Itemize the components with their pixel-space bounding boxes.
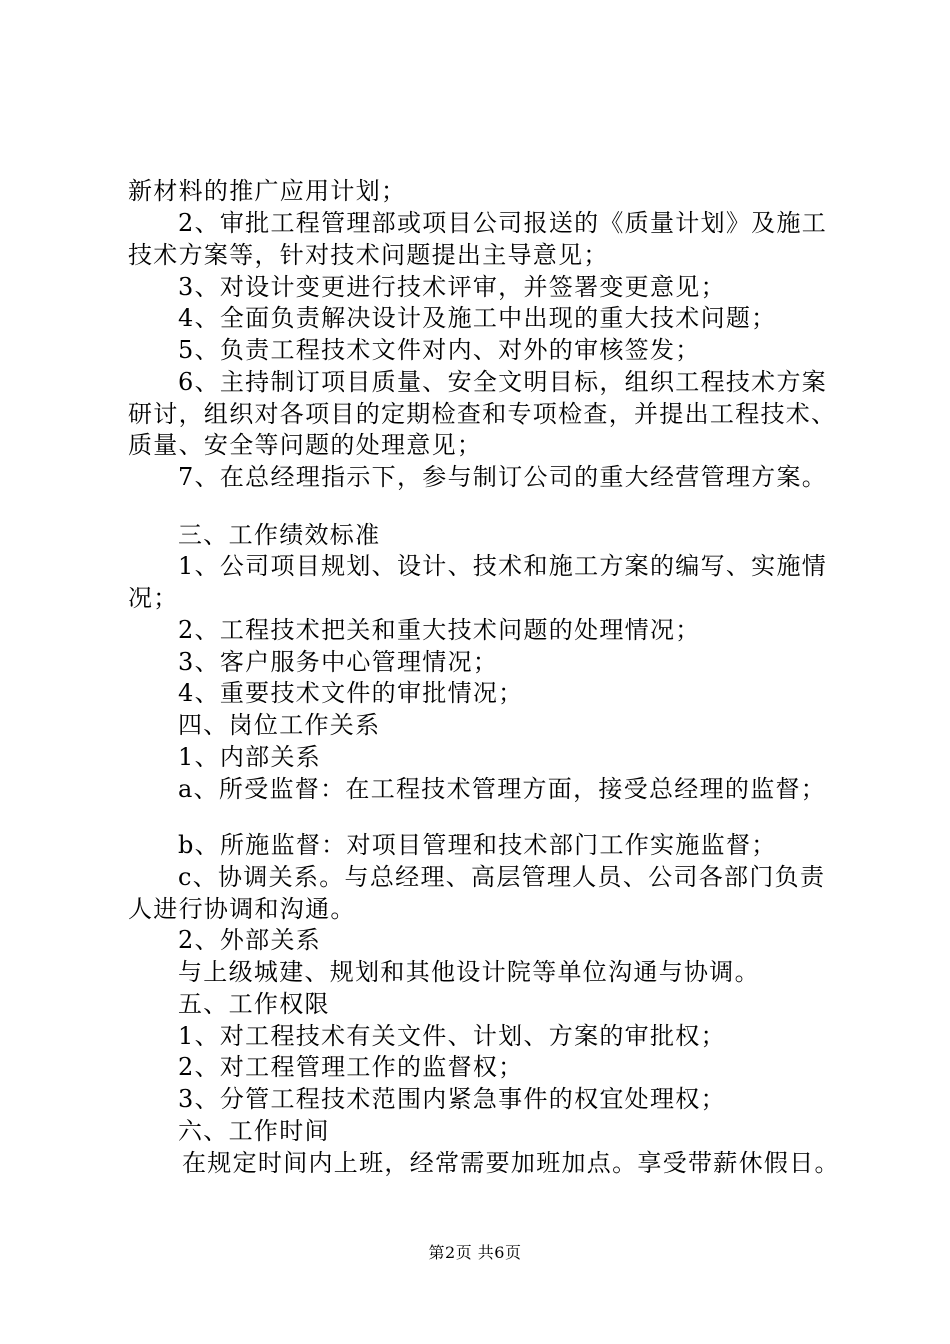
page-number-footer: 第2页 共6页 [428,1243,522,1262]
text-line-30: 在规定时间内上班，经常需要加班加点。享受带薪休假日。 [182,1149,840,1177]
text-line-27: 2、对工程管理工作的监督权； [178,1053,524,1081]
text-line-7: 6、主持制订项目质量、安全文明目标，组织工程技术方案 [178,368,828,396]
text-line-1: 新材料的推广应用计划； [128,177,407,205]
text-line-22: 人进行协调和沟通。 [128,895,356,923]
text-line-9: 质量、安全等问题的处理意见； [128,431,483,459]
text-line-18: 1、内部关系 [178,743,322,771]
text-line-12: 1、公司项目规划、设计、技术和施工方案的编写、实施情 [178,552,828,580]
text-line-10: 7、在总经理指示下，参与制订公司的重大经营管理方案。 [178,463,828,491]
text-line-5: 4、全面负责解决设计及施工中出现的重大技术问题； [178,304,777,332]
text-line-3: 技术方案等，针对技术问题提出主导意见； [128,241,609,269]
text-line-21: c、协调关系。与总经理、高层管理人员、公司各部门负责 [178,863,826,891]
text-line-14: 2、工程技术把关和重大技术问题的处理情况； [178,616,701,644]
text-line-20: b、所施监督：对项目管理和技术部门工作实施监督； [178,831,777,859]
text-line-16: 4、重要技术文件的审批情况； [178,679,524,707]
text-line-15: 3、客户服务中心管理情况； [178,648,499,676]
text-line-13: 况； [128,584,179,612]
text-line-6: 5、负责工程技术文件对内、对外的审核签发； [178,336,701,364]
text-line-23: 2、外部关系 [178,926,322,954]
section-heading-3: 三、工作绩效标准 [178,521,381,549]
text-line-8: 研讨，组织对各项目的定期检查和专项检查，并提出工程技术、 [128,400,837,428]
section-heading-5: 五、工作权限 [178,990,330,1018]
text-line-28: 3、分管工程技术范围内紧急事件的权宜处理权； [178,1085,726,1113]
section-heading-6: 六、工作时间 [178,1117,330,1145]
text-line-19: a、所受监督：在工程技术管理方面，接受总经理的监督； [178,775,827,803]
text-line-4: 3、对设计变更进行技术评审，并签署变更意见； [178,273,726,301]
section-heading-4: 四、岗位工作关系 [178,711,381,739]
text-line-24: 与上级城建、规划和其他设计院等单位沟通与协调。 [178,958,760,986]
text-line-26: 1、对工程技术有关文件、计划、方案的审批权； [178,1022,726,1050]
text-line-2: 2、审批工程管理部或项目公司报送的《质量计划》及施工 [178,209,828,237]
